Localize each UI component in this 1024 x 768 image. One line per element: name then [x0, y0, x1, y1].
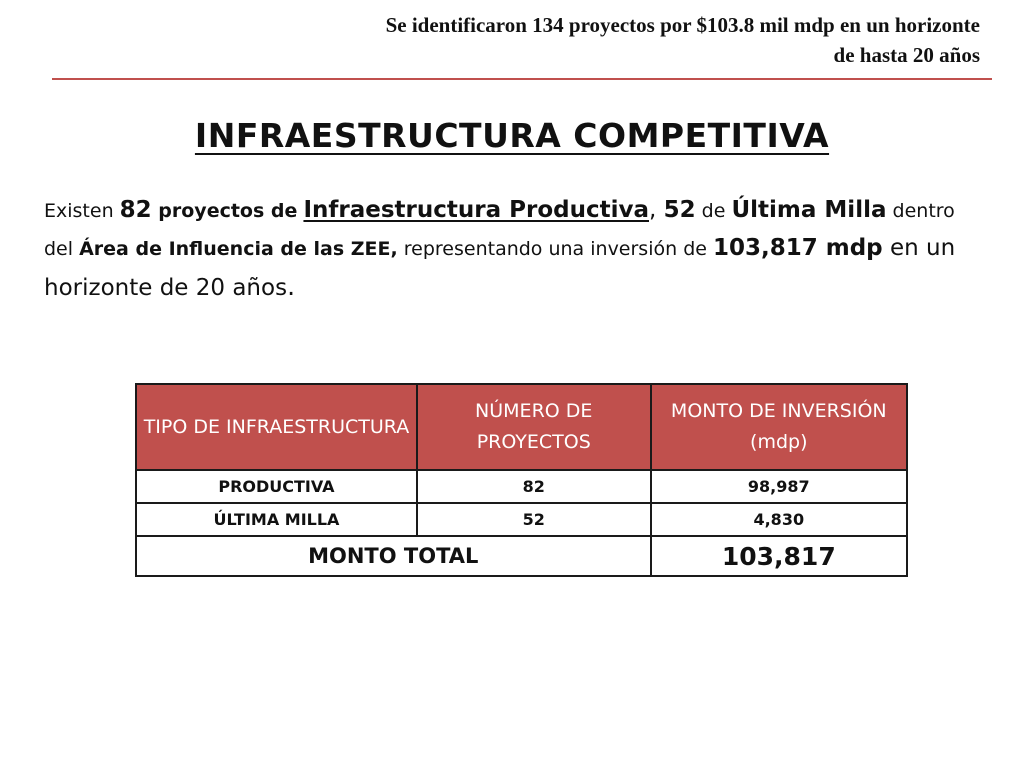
para-count-last-mile: 52	[663, 197, 696, 223]
para-investment-amount: 103,817 mdp	[712, 235, 883, 261]
header-project-count: NÚMERO DE PROYECTOS	[417, 384, 651, 470]
header-divider	[52, 78, 992, 80]
para-comma: ,	[649, 197, 664, 223]
total-value: 103,817	[651, 536, 907, 576]
investment-table	[135, 383, 908, 577]
header-infra-type: TIPO DE INFRAESTRUCTURA	[136, 384, 417, 470]
para-period: .	[287, 272, 296, 301]
cell-type: PRODUCTIVA	[136, 470, 417, 503]
summary-paragraph	[44, 192, 984, 308]
cell-amount: 4,830	[651, 503, 907, 536]
para-zee-area: Área de Influencia de las ZEE,	[79, 238, 398, 260]
para-text-4: dentro del	[44, 200, 955, 260]
para-productive-infra: Infraestructura Productiva	[303, 197, 649, 223]
total-label: MONTO TOTAL	[136, 536, 651, 576]
para-text-5: representando una inversión de	[397, 238, 713, 260]
table-total-row	[136, 536, 907, 576]
para-last-mile: Última Milla	[731, 197, 887, 223]
header-line-1: Se identificaron 134 proyectos por $103.8 mil mdp en un horizonte	[385, 13, 980, 37]
table-header-row	[136, 384, 907, 470]
table-row	[136, 470, 907, 503]
header-investment-amount: MONTO DE INVERSIÓN (mdp)	[651, 384, 907, 470]
cell-count: 52	[417, 503, 651, 536]
para-count-productive: 82	[119, 197, 152, 223]
cell-amount: 98,987	[651, 470, 907, 503]
para-text-1: Existen	[44, 200, 120, 222]
slide-title-text: INFRAESTRUCTURA COMPETITIVA	[194, 116, 830, 155]
header-line-2: de hasta 20 años	[833, 43, 980, 67]
table-row	[136, 503, 907, 536]
para-text-6: en un horizonte de 20 años	[44, 235, 956, 301]
slide-title	[0, 116, 1024, 155]
slide-header	[160, 10, 980, 70]
para-text-2: proyectos de	[151, 200, 298, 222]
cell-count: 82	[417, 470, 651, 503]
para-text-3: de	[695, 200, 732, 222]
cell-type: ÚLTIMA MILLA	[136, 503, 417, 536]
